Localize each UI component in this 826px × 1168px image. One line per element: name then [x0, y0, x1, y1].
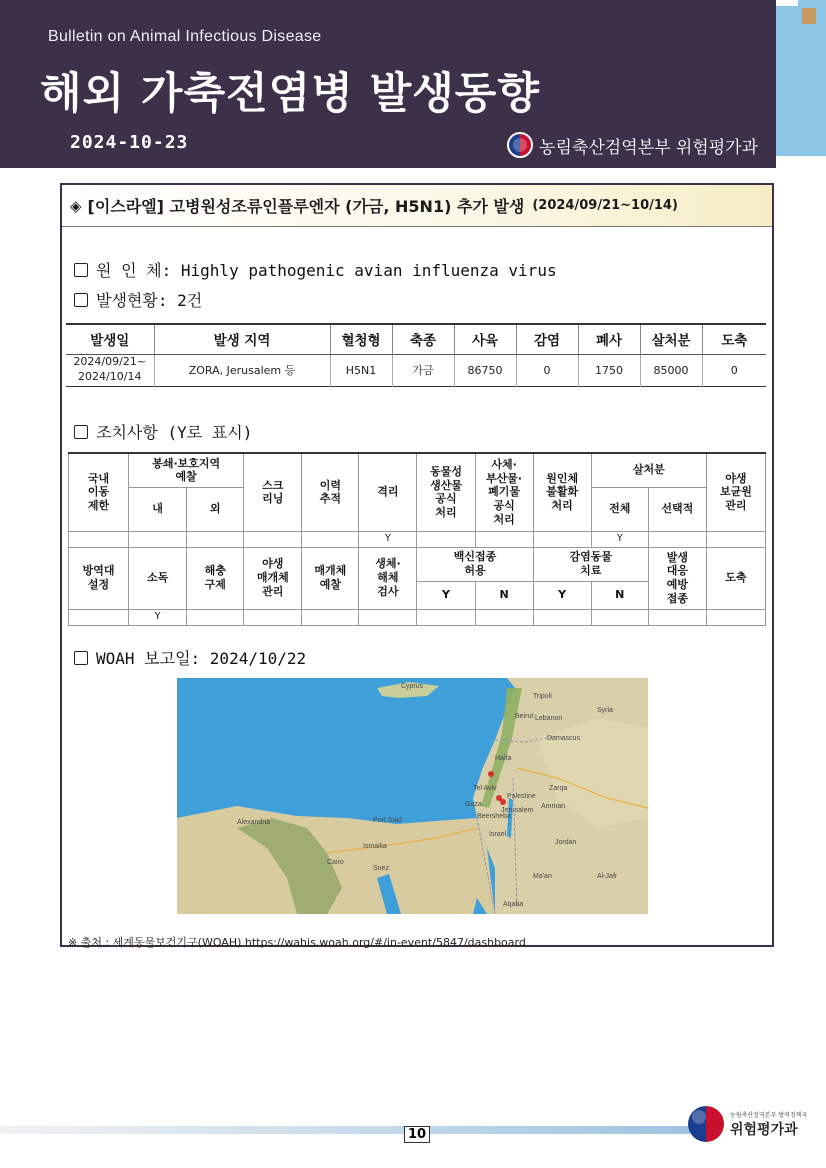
- header-tracing: 이력 추적: [302, 453, 359, 531]
- section-period: (2024/09/21~10/14): [532, 198, 678, 213]
- map-label: Alexandria: [237, 819, 271, 826]
- cell-species: 가금: [392, 354, 454, 386]
- footer-org-small: 농림축산검역본부 방역정책국: [730, 1111, 808, 1119]
- table-row: [69, 531, 766, 547]
- header-pest-control: 해충 구제: [187, 547, 244, 609]
- table-cell: [706, 531, 765, 547]
- cell-culled: 85000: [640, 354, 702, 386]
- map-label: Gaza: [465, 801, 482, 808]
- section-title-text: [이스라엘] 고병원성조류인플루엔자 (가금, H5N1) 추가 발생: [87, 197, 525, 216]
- header-treatment: 감염동물 치료: [533, 547, 648, 581]
- header-preventive-vaccination: 발생 대응 예방 접종: [648, 547, 706, 609]
- measures-item: [74, 420, 252, 443]
- header-vaccine-y: Y: [417, 581, 475, 609]
- table-cell: Y: [129, 609, 187, 625]
- header-carcass-disposal: 사체· 부산물· 폐기물 공식 처리: [475, 453, 533, 531]
- map-label: Beersheba: [477, 813, 511, 820]
- header-quarantine-zone: 방역대 설정: [69, 547, 129, 609]
- table-cell: [417, 531, 475, 547]
- map-graphic: [177, 678, 648, 914]
- col-header: 축종: [392, 324, 454, 354]
- map-label: Tel Aviv: [473, 785, 497, 792]
- table-row: [66, 354, 766, 386]
- col-header: 감염: [516, 324, 578, 354]
- map-label: Damascus: [547, 735, 581, 742]
- table-cell: [533, 609, 591, 625]
- map-label: Suez: [373, 865, 389, 872]
- map-label: Lebanon: [535, 715, 563, 722]
- org-label: [507, 132, 758, 158]
- government-logo-icon: [688, 1106, 724, 1142]
- table-cell: [648, 609, 706, 625]
- map-label: Ma'an: [533, 873, 552, 880]
- checkbox-square-icon: [74, 425, 88, 439]
- col-header: 도축: [702, 324, 766, 354]
- footer-org-big: 위험평가과: [730, 1121, 798, 1138]
- header-vector-surveillance: 매개체 예찰: [302, 547, 359, 609]
- woah-item: [74, 646, 306, 669]
- map-label: Cyprus: [401, 683, 424, 690]
- header-wild-vector: 야생 매개체 관리: [244, 547, 302, 609]
- map-label: Jerusalem: [501, 807, 534, 814]
- side-accent-notch: [776, 0, 798, 6]
- header-disinfection: 소독: [129, 547, 187, 609]
- header-slaughter: 도축: [706, 547, 765, 609]
- status-text: 발생현황: 2건: [96, 291, 203, 310]
- checkbox-square-icon: [74, 651, 88, 665]
- footer-line: [0, 1126, 690, 1134]
- table-cell: [475, 531, 533, 547]
- table-cell: Y: [359, 531, 417, 547]
- table-cell: [302, 609, 359, 625]
- outbreak-table: [66, 323, 766, 387]
- header-pathogen-inactivation: 원인체 불활화 처리: [533, 453, 591, 531]
- map-label: Haifa: [495, 755, 512, 762]
- report-date: 2024-10-23: [70, 132, 189, 153]
- map-label: Israel: [489, 831, 507, 838]
- table-cell: [129, 531, 187, 547]
- table-cell: [302, 531, 359, 547]
- cell-date: 2024/09/21~ 2024/10/14: [73, 355, 147, 383]
- table-cell: [244, 609, 302, 625]
- outbreak-marker: [500, 799, 506, 805]
- header-zone-out: 외: [187, 487, 244, 531]
- checkbox-square-icon: [74, 293, 88, 307]
- header-cull-selective: 선택적: [648, 487, 706, 531]
- map-label: Port Said: [373, 817, 402, 824]
- page-number: 10: [404, 1126, 430, 1143]
- header-vaccine-n: N: [475, 581, 533, 609]
- cell-dead: 1750: [578, 354, 640, 386]
- col-header: 폐사: [578, 324, 640, 354]
- header-treat-n: N: [591, 581, 648, 609]
- table-cell: Y: [591, 531, 648, 547]
- outbreak-map: [177, 678, 648, 914]
- checkbox-square-icon: [74, 263, 88, 277]
- header-wild-reservoir: 야생 보균원 관리: [706, 453, 765, 531]
- cell-region: ZORA, Jerusalem 등: [154, 354, 330, 386]
- table-cell: [706, 609, 765, 625]
- table-cell: [648, 531, 706, 547]
- government-logo-icon: [507, 132, 533, 158]
- map-label: Ismailia: [363, 843, 387, 850]
- header-vaccination: 백신접종 허용: [417, 547, 533, 581]
- pathogen-text: 원 인 체: Highly pathogenic avian influenza virus: [96, 261, 557, 280]
- source-note: ※ 출처 : 세계동물보건기구(WOAH) https://wahis.woah.org/#/in-event/5847/dashboard: [68, 936, 526, 949]
- table-row: [69, 609, 766, 625]
- table-cell: [417, 609, 475, 625]
- col-header: 혈청형: [330, 324, 392, 354]
- cell-infected: 0: [516, 354, 578, 386]
- woah-text: WOAH 보고일: 2024/10/22: [96, 649, 307, 668]
- table-cell: [475, 609, 533, 625]
- section-title: [62, 185, 772, 227]
- table-cell: [244, 531, 302, 547]
- map-label: Syria: [597, 707, 613, 714]
- header-zone-surveillance: 봉쇄·보호지역 예찰: [129, 453, 244, 487]
- map-label: Jordan: [555, 839, 577, 846]
- map-label: Amman: [541, 803, 566, 810]
- table-cell: [591, 609, 648, 625]
- header-cull-all: 전체: [591, 487, 648, 531]
- table-cell: [187, 531, 244, 547]
- col-header: 발생일: [66, 324, 154, 354]
- bulletin-label: Bulletin on Animal Infectious Disease: [48, 28, 322, 45]
- header-isolation: 격리: [359, 453, 417, 531]
- table-cell: [69, 609, 129, 625]
- col-header: 사육: [454, 324, 516, 354]
- col-header: 살처분: [640, 324, 702, 354]
- outbreak-marker: [488, 771, 494, 777]
- table-header-row: [66, 324, 766, 354]
- map-label: Cairo: [327, 859, 344, 866]
- cell-slaughtered: 0: [702, 354, 766, 386]
- map-label: Aqaba: [503, 901, 524, 908]
- header-live-inspection: 생체· 해체 검사: [359, 547, 417, 609]
- table-cell: [533, 531, 591, 547]
- side-accent-square: [802, 8, 816, 24]
- org-name: 농림축산검역본부 위험평가과: [539, 137, 758, 158]
- table-cell: [359, 609, 417, 625]
- page-header: [0, 0, 776, 168]
- pathogen-item: [74, 258, 557, 281]
- footer-logo: [688, 1106, 807, 1142]
- table-cell: [187, 609, 244, 625]
- header-treat-y: Y: [533, 581, 591, 609]
- cell-raised: 86750: [454, 354, 516, 386]
- header-zone-in: 내: [129, 487, 187, 531]
- map-label: Tripoli: [533, 693, 552, 700]
- header-move-restriction: 국내 이동 제한: [69, 453, 129, 531]
- header-screening: 스크 리닝: [244, 453, 302, 531]
- diamond-bullet-icon: ◈: [70, 196, 82, 215]
- measures-table: [68, 452, 766, 626]
- map-label: Zarqa: [549, 785, 568, 792]
- status-item: [74, 288, 202, 311]
- cell-serotype: H5N1: [330, 354, 392, 386]
- page-title: 해외 가축전염병 발생동향: [40, 69, 540, 119]
- header-culling: 살처분: [591, 453, 706, 487]
- side-accent-bar: [776, 0, 826, 156]
- measures-text: 조치사항 (Y로 표시): [96, 423, 253, 442]
- map-label: Beirut: [515, 713, 534, 720]
- col-header: 발생 지역: [154, 324, 330, 354]
- table-cell: [69, 531, 129, 547]
- map-label: Al-Jafr: [597, 873, 618, 880]
- map-label: Palestine: [507, 793, 536, 800]
- header-product-disposal: 동물성 생산물 공식 처리: [417, 453, 475, 531]
